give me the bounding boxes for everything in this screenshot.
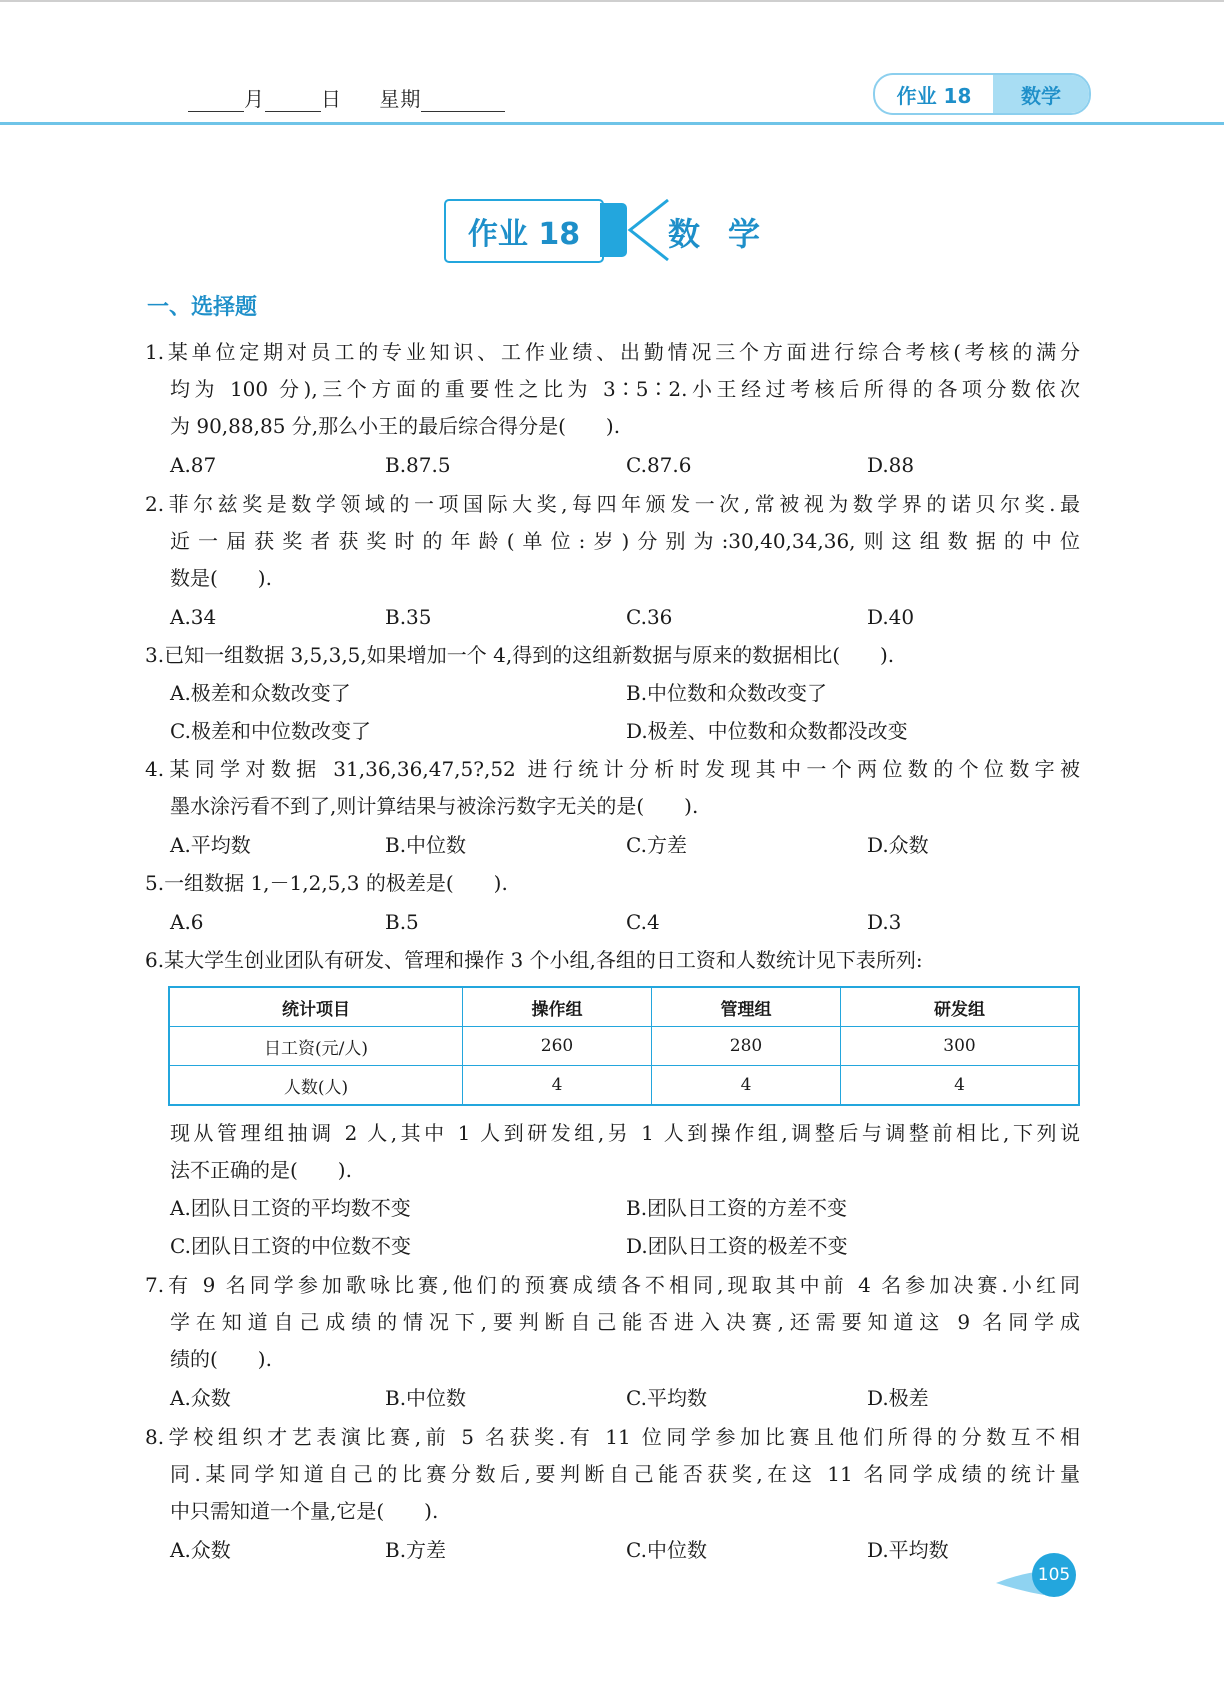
- header-tab: [873, 73, 1091, 115]
- title-subject: 数学: [668, 215, 789, 253]
- question-5-option-d[interactable]: D.3: [867, 910, 902, 934]
- question-5-option-b[interactable]: B.5: [385, 910, 419, 934]
- question-2-option-b[interactable]: B.35: [385, 605, 432, 629]
- page-number: 105: [1032, 1553, 1076, 1597]
- weekday-label: 星期: [379, 87, 422, 111]
- table-cell: 4: [463, 1066, 652, 1106]
- header-rule: [0, 122, 1224, 125]
- question-4-option-b[interactable]: B.中位数: [385, 833, 467, 857]
- question-7-option-b[interactable]: B.中位数: [385, 1386, 467, 1410]
- question-1-option-a[interactable]: A.87: [170, 453, 217, 477]
- table-cell: 260: [463, 1027, 652, 1066]
- table-cell: 4: [841, 1066, 1080, 1106]
- question-1-option-c[interactable]: C.87.6: [626, 453, 692, 477]
- statistics-table: [168, 986, 1080, 1106]
- question-6-option-b[interactable]: B.团队日工资的方差不变: [626, 1196, 848, 1220]
- question-7-line-1: 7.有 9 名同学参加歌咏比赛,他们的预赛成绩各不相同,现取其中前 4 名参加决赛.小红同: [145, 1273, 1080, 1297]
- question-6-option-a[interactable]: A.团队日工资的平均数不变: [170, 1196, 411, 1220]
- question-4-option-a[interactable]: A.平均数: [170, 833, 251, 857]
- question-2-option-c[interactable]: C.36: [626, 605, 673, 629]
- question-3-option-b[interactable]: B.中位数和众数改变了: [626, 681, 828, 705]
- question-7-option-a[interactable]: A.众数: [170, 1386, 231, 1410]
- question-8-option-b[interactable]: B.方差: [385, 1538, 447, 1562]
- question-5-line-1: 5.一组数据 1,－1,2,5,3 的极差是( ).: [145, 871, 508, 895]
- question-6-option-c[interactable]: C.团队日工资的中位数不变: [170, 1234, 411, 1258]
- table-header-row: [169, 987, 1079, 1027]
- question-7-line-3: 绩的( ).: [170, 1347, 272, 1371]
- question-1-line-1: 1.某单位定期对员工的专业知识、工作业绩、出勤情况三个方面进行综合考核(考核的满分: [145, 340, 1080, 364]
- question-3-option-d[interactable]: D.极差、中位数和众数都没改变: [626, 719, 908, 743]
- top-border: [0, 0, 1224, 2]
- question-2-line-2: 近一届获奖者获奖时的年龄(单位:岁)分别为:30,40,34,36,则这组数据的中位: [170, 529, 1080, 553]
- question-3-option-a[interactable]: A.极差和众数改变了: [170, 681, 351, 705]
- question-1-line-3: 为 90,88,85 分,那么小王的最后综合得分是( ).: [170, 414, 621, 438]
- day-blank[interactable]: [265, 91, 321, 112]
- question-1-option-b[interactable]: B.87.5: [385, 453, 451, 477]
- question-8-option-a[interactable]: A.众数: [170, 1538, 231, 1562]
- question-4-option-d[interactable]: D.众数: [867, 833, 929, 857]
- date-line: [188, 83, 505, 112]
- weekday-blank[interactable]: [421, 91, 505, 112]
- table-cell: 日工资(元/人): [169, 1027, 463, 1066]
- table-row: [169, 1027, 1079, 1066]
- question-3-line-1: 3.已知一组数据 3,5,3,5,如果增加一个 4,得到的这组新数据与原来的数据相比( ).: [145, 643, 895, 667]
- question-7-option-d[interactable]: D.极差: [867, 1386, 929, 1410]
- header-tab-subject: 数学: [993, 75, 1089, 113]
- question-6-after-line-2: 法不正确的是( ).: [170, 1158, 352, 1182]
- question-6-after-line-1: 现从管理组抽调 2 人,其中 1 人到研发组,另 1 人到操作组,调整后与调整前相比,下列说: [170, 1121, 1080, 1145]
- table-header-cell: 研发组: [841, 987, 1080, 1027]
- question-5-option-a[interactable]: A.6: [170, 910, 204, 934]
- question-1-line-2: 均为 100 分),三个方面的重要性之比为 3∶5∶2.小王经过考核后所得的各项分数依次: [170, 377, 1080, 401]
- question-7-line-2: 学在知道自己成绩的情况下,要判断自己能否进入决赛,还需要知道这 9 名同学成: [170, 1310, 1080, 1334]
- question-7-option-c[interactable]: C.平均数: [626, 1386, 707, 1410]
- table-cell: 280: [652, 1027, 841, 1066]
- section-title: 一、选择题: [147, 295, 258, 320]
- question-8-line-1: 8.学校组织才艺表演比赛,前 5 名获奖.有 11 位同学参加比赛且他们所得的分数互不相: [145, 1425, 1080, 1449]
- table-cell: 人数(人): [169, 1066, 463, 1106]
- table-header-cell: 管理组: [652, 987, 841, 1027]
- question-6-line-1: 6.某大学生创业团队有研发、管理和操作 3 个小组,各组的日工资和人数统计见下表所列:: [145, 948, 923, 972]
- page-number-badge: [996, 1553, 1080, 1597]
- header-tab-assignment: 作业 18: [896, 83, 972, 108]
- table-header-cell: 统计项目: [169, 987, 463, 1027]
- question-8-option-c[interactable]: C.中位数: [626, 1538, 707, 1562]
- table-row: [169, 1066, 1079, 1106]
- question-8-line-3: 中只需知道一个量,它是( ).: [170, 1499, 439, 1523]
- question-4-option-c[interactable]: C.方差: [626, 833, 687, 857]
- day-label: 日: [321, 87, 342, 111]
- question-8-option-d[interactable]: D.平均数: [867, 1538, 949, 1562]
- month-blank[interactable]: [188, 91, 244, 112]
- chevron-decoration-icon: [626, 196, 672, 264]
- table-cell: 4: [652, 1066, 841, 1106]
- month-label: 月: [244, 87, 265, 111]
- table-header-cell: 操作组: [463, 987, 652, 1027]
- question-2-line-1: 2.菲尔兹奖是数学领域的一项国际大奖,每四年颁发一次,常被视为数学界的诺贝尔奖.最: [145, 492, 1080, 516]
- question-5-option-c[interactable]: C.4: [626, 910, 660, 934]
- question-4-line-1: 4.某同学对数据 31,36,36,47,5?,52 进行统计分析时发现其中一个两位数的个位数字被: [145, 757, 1080, 781]
- question-8-line-2: 同.某同学知道自己的比赛分数后,要判断自己能否获奖,在这 11 名同学成绩的统计量: [170, 1462, 1080, 1486]
- question-2-option-d[interactable]: D.40: [867, 605, 915, 629]
- title-tab-decoration: [600, 203, 627, 257]
- question-4-line-2: 墨水涂污看不到了,则计算结果与被涂污数字无关的是( ).: [170, 794, 699, 818]
- table-cell: 300: [841, 1027, 1080, 1066]
- title-assignment: 作业 18: [444, 199, 604, 263]
- question-2-line-3: 数是( ).: [170, 566, 272, 590]
- question-1-option-d[interactable]: D.88: [867, 453, 915, 477]
- question-3-option-c[interactable]: C.极差和中位数改变了: [170, 719, 371, 743]
- question-2-option-a[interactable]: A.34: [170, 605, 217, 629]
- question-6-option-d[interactable]: D.团队日工资的极差不变: [626, 1234, 848, 1258]
